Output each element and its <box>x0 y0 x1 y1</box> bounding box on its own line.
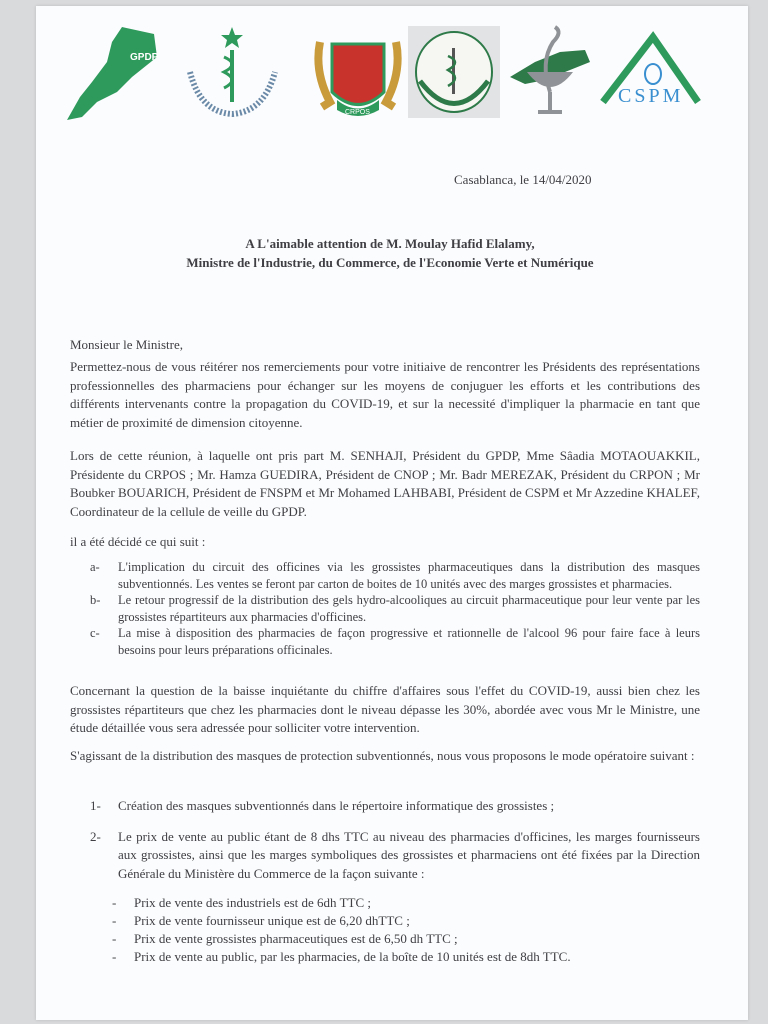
paragraph-masks: S'agissant de la distribution des masques de protection subventionnés, nous vous proposons le mode opératoire suivant : <box>70 748 695 763</box>
recipient-heading <box>70 234 710 272</box>
item-marker: - <box>112 949 117 964</box>
decision-item <box>90 592 700 625</box>
item-marker: - <box>112 913 117 928</box>
item-marker: - <box>112 895 117 910</box>
steps-list <box>90 797 700 883</box>
gpdp-logo <box>62 22 162 122</box>
crpos-logo <box>312 22 404 122</box>
item-text: Le retour progressif de la distribution des gels hydro-alcooliques au circuit pharmaceutique pour leur vente par les grossistes répartiteurs aux pharmacies d'officines. <box>118 593 700 624</box>
item-marker: c- <box>90 626 100 640</box>
item-text: Le prix de vente au public étant de 8 dhs TTC au niveau des pharmacies d'officines, les marges fournisseurs aux grossistes, ainsi que les marges symboliques des grossistes et pharmaciens ont été fixées par la Direction Générale du Ministère du Commerce de la façon suivante : <box>118 828 700 881</box>
step-item <box>90 828 700 884</box>
fnspm-logo <box>505 22 595 122</box>
cnop-logo <box>180 22 285 122</box>
salutation: Monsieur le Ministre, <box>70 337 184 352</box>
prices-list <box>112 894 672 966</box>
price-item <box>112 930 672 948</box>
decision-intro: il a été décidé ce qui suit : <box>70 534 206 549</box>
recipient-line-1: A L'aimable attention de M. Moulay Hafid Elalamy, <box>245 236 535 251</box>
paragraph-revenue: Concernant la question de la baisse inquiétante du chiffre d'affaires sous l'effet du COVID-19, aussi bien chez les grossistes répartiteurs que chez les pharmacies dont le niveau dépasse les 30%, abordée avec vous Mr le Ministre, une étude détaillée vous sera adressée pour solliciter votre intervention. <box>70 683 700 735</box>
svg-text:CRPOS: CRPOS <box>345 109 370 116</box>
item-text: Prix de vente des industriels est de 6dh TTC ; <box>134 895 371 910</box>
recipient-line-2: Ministre de l'Industrie, du Commerce, de l'Economie Verte et Numérique <box>186 255 594 270</box>
price-item <box>112 894 672 912</box>
item-marker: 2- <box>90 828 101 844</box>
decision-item <box>90 625 700 658</box>
paragraph-thanks: Permettez-nous de vous réitérer nos remerciements pour votre initiaive de rencontrer les Présidents des représentations professionnelles des pharmaciens pour échanger sur les moyens de conjuguer les efforts et les contributions des différents intervenants contre la propagation du COVID-19, et sur la necessité d'impliquer la pharmacie en tant que métier de proximité de dimension citoyenne. <box>70 359 700 430</box>
cspm-logo <box>598 22 704 122</box>
item-text: La mise à disposition des pharmacies de façon progressive et rationnelle de l'alcool 96 pour faire face à leurs besoins pour leurs préparations officinales. <box>118 626 700 657</box>
decisions-list <box>90 559 700 658</box>
price-item <box>112 948 672 966</box>
letter-date: Casablanca, le 14/04/2020 <box>454 172 592 187</box>
item-text: Prix de vente grossistes pharmaceutiques est de 6,50 dh TTC ; <box>134 931 458 946</box>
paragraph-participants: Lors de cette réunion, à laquelle ont pris part M. SENHAJI, Président du GPDP, Mme Sâadia MOTAOUAKKIL, Présidente du CRPOS ; Mr. Hamza GUEDIRA, Président de CNOP ; Mr. Badr MEREZAK, Président du CRPON ; Mr Boubker BOUARICH, Président de FNSPM et Mr Mohamed LAHBABI, Président de CSPM et Mr Azzedine KHALEF, Coordinateur de la cellule de veille du GPDP. <box>70 448 700 519</box>
step-item <box>90 797 700 816</box>
price-item <box>112 912 672 930</box>
svg-text:GPDP: GPDP <box>130 52 159 63</box>
svg-text:CSPM: CSPM <box>618 85 684 107</box>
item-text: L'implication du circuit des officines via les grossistes pharmaceutiques dans la distribution des masques subventionnés. Les ventes se feront par carton de boites de 10 unités avec des marges grossistes et pharmacies. <box>118 560 700 591</box>
item-marker: 1- <box>90 798 101 813</box>
item-text: Prix de vente au public, par les pharmacies, de la boîte de 10 unités est de 8dh TTC. <box>134 949 571 964</box>
item-marker: b- <box>90 593 101 607</box>
item-text: Création des masques subventionnés dans le répertoire informatique des grossistes ; <box>118 798 555 813</box>
item-marker: - <box>112 931 117 946</box>
crpon-logo <box>408 26 500 118</box>
decision-item <box>90 559 700 592</box>
item-marker: a- <box>90 560 100 574</box>
item-text: Prix de vente fournisseur unique est de 6,20 dhTTC ; <box>134 913 410 928</box>
